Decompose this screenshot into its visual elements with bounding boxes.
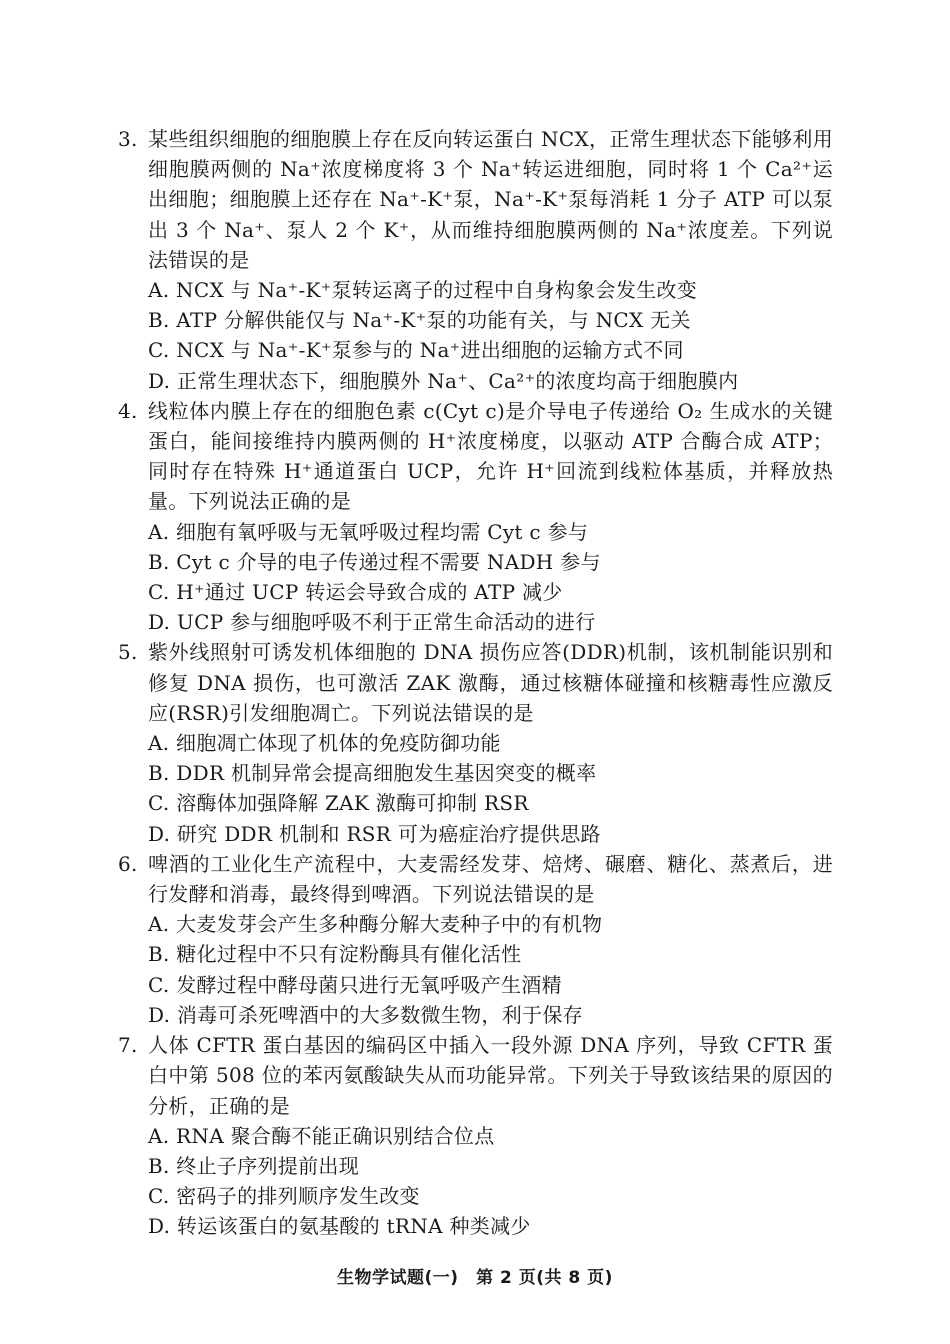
option-c: C. 密码子的排列顺序发生改变 [148, 1184, 420, 1209]
question-number: 4. [118, 398, 138, 423]
question-5 [118, 637, 833, 848]
question-stem [118, 396, 833, 517]
option-a: A. 细胞凋亡体现了机体的免疫防御功能 [148, 731, 501, 756]
page-footer: 生物学试题(一) 第 2 页(共 8 页) [337, 1268, 613, 1288]
question-text: 紫外线照射可诱发机体细胞的 DNA 损伤应答(DDR)机制，该机制能识别和修复 DNA 损伤，也可激活 ZAK 激酶，通过核糖体碰撞和核糖毒性应激反应(RSR)引发细胞凋亡。下列说法错误的是 [148, 640, 833, 725]
option-d: D. 正常生理状态下，细胞膜外 Na⁺、Ca²⁺的浓度均高于细胞膜内 [148, 368, 739, 393]
option-c: C. 发酵过程中酵母菌只进行无氧呼吸产生酒精 [148, 972, 562, 997]
question-text: 啤酒的工业化生产流程中，大麦需经发芽、焙烤、碾磨、糖化、蒸煮后，进行发酵和消毒，最终得到啤酒。下列说法错误的是 [148, 851, 833, 907]
option-c: C. H⁺通过 UCP 转运会导致合成的 ATP 减少 [148, 580, 563, 605]
question-number: 5. [118, 640, 138, 665]
option-a: A. 细胞有氧呼吸与无氧呼吸过程均需 Cyt c 参与 [148, 519, 589, 544]
option-b: B. 糖化过程中不只有淀粉酶具有催化活性 [148, 942, 522, 967]
question-stem [118, 637, 833, 728]
question-7 [118, 1030, 833, 1241]
option-d: D. 转运该蛋白的氨基酸的 tRNA 种类减少 [148, 1214, 531, 1239]
option-b: B. 终止子序列提前出现 [148, 1153, 360, 1178]
question-number: 3. [118, 127, 138, 151]
option-c: C. NCX 与 Na⁺-K⁺泵参与的 Na⁺进出细胞的运输方式不同 [148, 338, 684, 363]
option-a: A. RNA 聚合酶不能正确识别结合位点 [148, 1123, 495, 1148]
question-list [118, 124, 833, 1242]
question-stem [118, 849, 833, 909]
option-d: D. UCP 参与细胞呼吸不利于正常生命活动的进行 [148, 610, 596, 635]
question-text: 某些组织细胞的细胞膜上存在反向转运蛋白 NCX，正常生理状态下能够利用细胞膜两侧的 Na⁺浓度梯度将 3 个 Na⁺转运进细胞，同时将 1 个 Ca²⁺运出细胞；细胞膜上还存在 Na⁺-K⁺泵，Na⁺-K⁺泵每消耗 1 分子 ATP 可以泵出 3 个 Na⁺、泵人 2 个 K⁺，从而维持细胞膜两侧的 Na⁺浓度差。下列说法错误的是 [148, 127, 833, 272]
option-b: B. Cyt c 介导的电子传递过程不需要 NADH 参与 [148, 549, 601, 574]
question-number: 6. [118, 851, 138, 876]
question-text: 线粒体内膜上存在的细胞色素 c(Cyt c)是介导电子传递给 O₂ 生成水的关键蛋白，能间接维持内膜两侧的 H⁺浓度梯度，以驱动 ATP 合酶合成 ATP；同时存在特殊 H⁺通道蛋白 UCP，允许 H⁺回流到线粒体基质，并释放热量。下列说法正确的是 [148, 398, 833, 514]
option-d: D. 消毒可杀死啤酒中的大多数微生物，利于保存 [148, 1002, 583, 1027]
option-c: C. 溶酶体加强降解 ZAK 激酶可抑制 RSR [148, 791, 529, 816]
question-6 [118, 849, 833, 1030]
question-4 [118, 396, 833, 638]
option-a: A. NCX 与 Na⁺-K⁺泵转运离子的过程中自身构象会发生改变 [148, 278, 698, 303]
option-b: B. ATP 分解供能仅与 Na⁺-K⁺泵的功能有关，与 NCX 无关 [148, 308, 691, 333]
question-stem [118, 1030, 833, 1121]
question-number: 7. [118, 1033, 138, 1058]
option-d: D. 研究 DDR 机制和 RSR 可为癌症治疗提供思路 [148, 821, 601, 846]
option-b: B. DDR 机制异常会提高细胞发生基因突变的概率 [148, 761, 597, 786]
question-stem [118, 124, 833, 275]
question-3 [118, 124, 833, 396]
option-a: A. 大麦发芽会产生多种酶分解大麦种子中的有机物 [148, 912, 603, 937]
question-text: 人体 CFTR 蛋白基因的编码区中插入一段外源 DNA 序列，导致 CFTR 蛋白中第 508 位的苯丙氨酸缺失从而功能异常。下列关于导致该结果的原因的分析，正确的是 [148, 1033, 833, 1118]
